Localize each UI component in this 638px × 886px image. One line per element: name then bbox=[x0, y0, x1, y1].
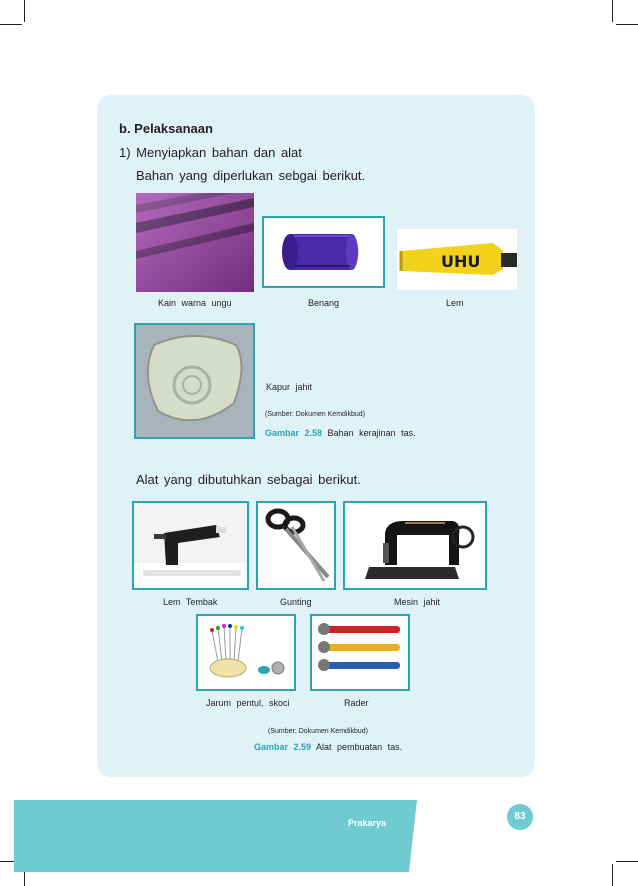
svg-text:UHU: UHU bbox=[441, 252, 481, 271]
caption-pins: Jarum pentul, skoci bbox=[206, 698, 290, 708]
materials-intro: Bahan yang diperlukan sebgai berikut. bbox=[136, 168, 366, 183]
figure-label: Gambar 2.58 bbox=[265, 428, 323, 438]
glue-tube-photo bbox=[397, 229, 517, 290]
step-title: 1) Menyiapkan bahan dan alat bbox=[119, 145, 302, 160]
tailors-chalk-photo bbox=[134, 323, 255, 439]
source-note: (Sumber: Dokumen Kemdikbud) bbox=[265, 411, 365, 418]
crop-mark bbox=[616, 24, 638, 25]
tools-intro: Alat yang dibutuhkan sebagai berikut. bbox=[136, 472, 361, 487]
crop-mark bbox=[612, 0, 613, 22]
crop-mark bbox=[616, 861, 638, 862]
tracing-wheels-photo bbox=[310, 614, 410, 691]
caption-fabric: Kain warna ungu bbox=[158, 298, 232, 308]
caption-thread: Benang bbox=[308, 298, 340, 308]
crop-mark bbox=[24, 0, 25, 22]
footer-band bbox=[14, 800, 417, 872]
section-heading: b. Pelaksanaan bbox=[119, 121, 213, 136]
caption-scissors: Gunting bbox=[280, 597, 312, 607]
caption-tracing-wheel: Rader bbox=[344, 698, 369, 708]
figure-caption bbox=[254, 742, 402, 752]
book-title: Prakarya bbox=[348, 818, 387, 828]
sewing-machine-photo bbox=[343, 501, 487, 590]
purple-thread-spool-photo bbox=[262, 216, 385, 288]
pins-and-bobbin-photo bbox=[196, 614, 296, 691]
source-note: (Sumber: Dokumen Kemdikbud) bbox=[268, 728, 368, 735]
figure-label: Gambar 2.59 bbox=[254, 742, 312, 752]
figure-text: Alat pembuatan tas. bbox=[316, 742, 403, 752]
scissors-photo bbox=[256, 501, 336, 590]
crop-mark bbox=[612, 864, 613, 886]
caption-glue-gun: Lem Tembak bbox=[163, 597, 218, 607]
crop-mark bbox=[0, 24, 22, 25]
figure-text: Bahan kerajinan tas. bbox=[327, 428, 416, 438]
purple-fabric-photo bbox=[136, 193, 254, 292]
caption-sewing-machine: Mesin jahit bbox=[394, 597, 441, 607]
caption-glue: Lem bbox=[446, 298, 464, 308]
page-number: 83 bbox=[507, 804, 533, 830]
glue-gun-photo bbox=[132, 501, 249, 590]
figure-caption bbox=[265, 428, 416, 438]
caption-chalk: Kapur jahit bbox=[266, 382, 313, 392]
